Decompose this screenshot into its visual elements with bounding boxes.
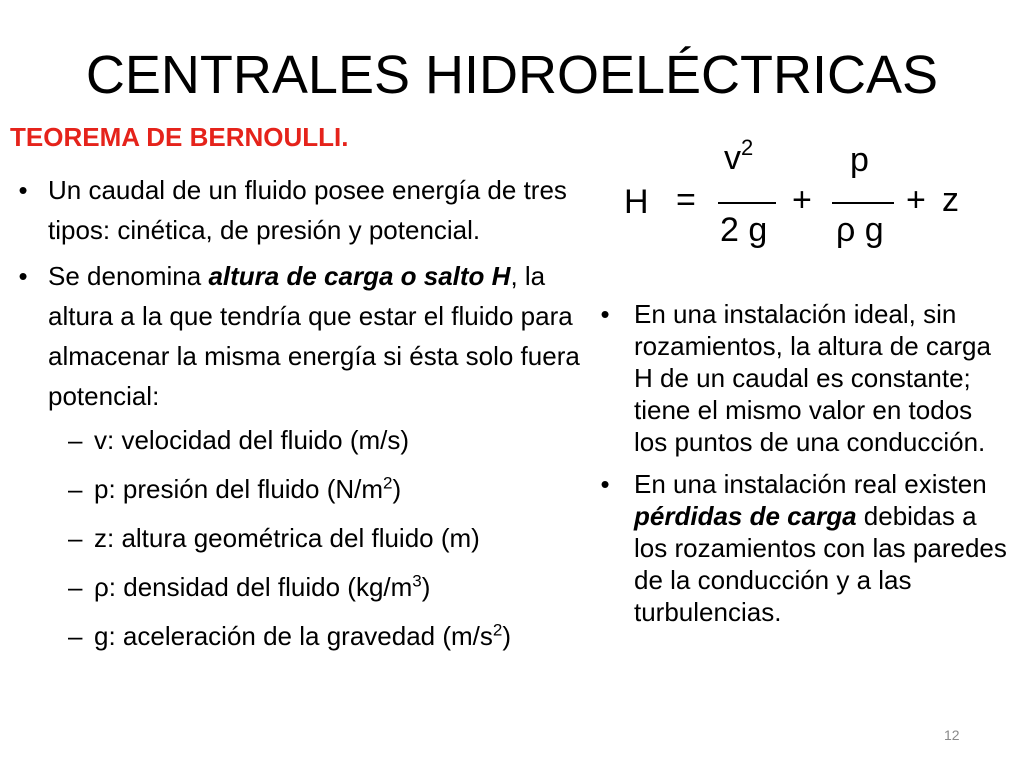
left-column — [10, 170, 590, 661]
bullet-instalacion-real — [592, 468, 1012, 628]
formula-term1-numerator: $v^2$ — [724, 135, 754, 177]
list-item-altura — [10, 514, 590, 563]
list-item-text-after: ) — [502, 621, 512, 651]
list-item-text: p: presión del fluido (N/m — [94, 474, 384, 504]
list-item-velocidad — [10, 416, 590, 465]
formula-term3: z — [942, 181, 959, 219]
list-item-text-after: ) — [392, 474, 402, 504]
variable-list — [10, 416, 590, 661]
bullet-dot: • — [18, 261, 28, 291]
bullet-dot: • — [18, 175, 28, 205]
bullet-dot: • — [600, 469, 610, 499]
formula-lhs: H — [624, 183, 649, 221]
list-item-text: v: velocidad del fluido (m/s) — [94, 425, 410, 455]
bullet-text-part2: , la altura a la que tendría que estar el fluido para almacenar la misma energía si ésta solo fuera potencial: — [48, 261, 580, 411]
dash-marker: – — [68, 474, 83, 504]
formula-equals: = — [676, 181, 696, 219]
formula-exponent: 2 — [741, 135, 754, 160]
fraction-bar-2 — [832, 202, 894, 204]
superscript: 2 — [492, 620, 503, 640]
bullet-text-emphasis: pérdidas de carga — [634, 501, 857, 531]
superscript: 2 — [383, 473, 393, 493]
list-item-text-after: ) — [421, 572, 431, 602]
fraction-bar-1 — [718, 202, 776, 204]
bullet-altura-carga — [10, 256, 590, 416]
slide-title: CENTRALES HIDROELÉCTRICAS — [85, 45, 939, 105]
list-item-text: g: aceleración de la gravedad (m/s — [94, 621, 493, 651]
superscript: 3 — [412, 571, 422, 591]
dash-marker: – — [68, 425, 83, 455]
bullet-caudal-energia — [10, 170, 590, 250]
formula-term2-numerator: p — [850, 141, 869, 179]
slide-subtitle: TEOREMA DE BERNOULLI. — [10, 122, 349, 152]
list-item-presion — [10, 465, 590, 514]
dash-marker: – — [68, 621, 83, 651]
bullet-text-part1: En una instalación real existen — [634, 469, 987, 499]
bullet-dot: • — [600, 299, 610, 329]
list-item-text: z: altura geométrica del fluido (m) — [94, 523, 480, 553]
formula-term1-denominator: 2 g — [720, 211, 768, 249]
dash-marker: – — [68, 523, 83, 553]
right-column — [592, 298, 1012, 628]
bullet-text-part1: Se denomina — [48, 261, 209, 291]
bullet-text: Un caudal de un fluido posee energía de tres tipos: cinética, de presión y potencial. — [48, 175, 567, 245]
bernoulli-formula — [624, 135, 984, 268]
list-item-text: ρ: densidad del fluido (kg/m — [94, 572, 413, 602]
bullet-text-emphasis: altura de carga o salto H — [208, 261, 511, 291]
dash-marker: – — [68, 572, 83, 602]
bullet-text: En una instalación ideal, sin rozamientos, la altura de carga H de un caudal es constante; tiene el mismo valor en todos los puntos de una conducción. — [634, 299, 991, 457]
list-item-densidad — [10, 563, 590, 612]
formula-term2-denominator: ρ g — [836, 211, 884, 249]
bullet-instalacion-ideal — [592, 298, 1012, 458]
list-item-gravedad — [10, 612, 590, 661]
formula-plus-1: + — [792, 181, 812, 219]
page-number: 12 — [944, 727, 960, 743]
formula-plus-2: + — [906, 181, 926, 219]
bullet-text-part2: debidas a los rozamientos con las paredes de la conducción y a las turbulencias. — [634, 501, 1007, 627]
